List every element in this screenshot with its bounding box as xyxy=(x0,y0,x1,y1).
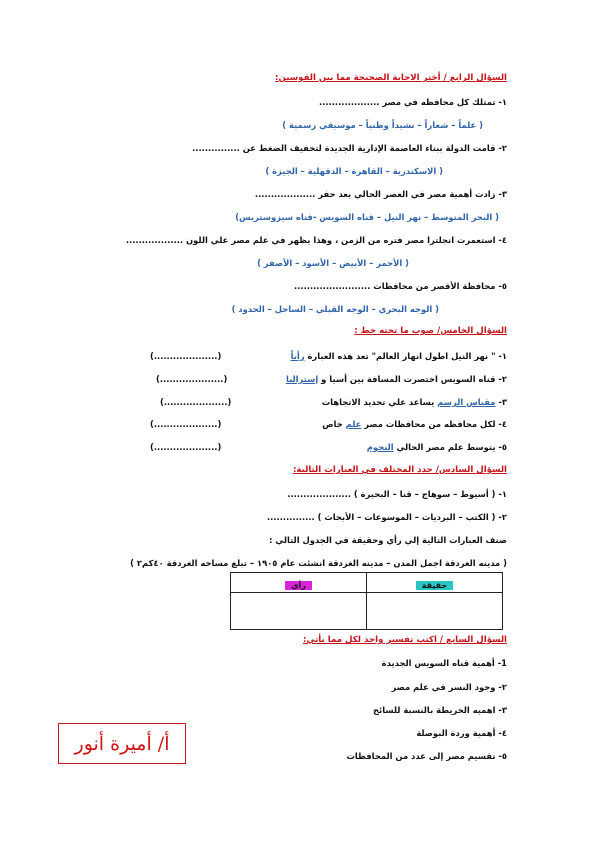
q7-item-1: 1- أهمية قناه السويس الجديدة xyxy=(381,658,507,668)
q7-item-3: ٣- اهميه الخريطة بالنسبة للسائح xyxy=(373,705,507,715)
q5-item-2: ٢- قناه السويس اختصرت المسافة بين أسيا و إستراليا xyxy=(285,374,507,384)
q6-heading: السؤال السادس/ حدد المختلف في العبارات التالية: xyxy=(292,465,507,475)
q5-answer-5: (....................) xyxy=(150,442,222,452)
q5-underlined-5: النجوم xyxy=(366,442,394,452)
fact-column-header: حقيقة xyxy=(367,573,503,593)
fact-answer-cell[interactable] xyxy=(367,593,503,630)
q5-answer-2: (....................) xyxy=(156,374,228,384)
q4-choices-3: ( البحر المتوسط – نهر النيل – قناه السويس -قناه سيزوستريس) xyxy=(235,212,499,222)
q5-item-3: ٣- مقياس الرسم يساعد علي تحديد الاتجاهات xyxy=(321,397,507,407)
q4-item-1: ١- تمتلك كل محافظه في مصر ................... xyxy=(319,97,507,107)
q7-item-4: ٤- أهمية وردة البوصلة xyxy=(416,728,507,738)
q5-answer-1: (....................) xyxy=(150,351,222,361)
q6-item-2: ٢- ( الكتب – البرديات – الموسوعات – الأبحاث ) ............... xyxy=(266,512,507,522)
q4-heading: السؤال الرابع / أختر الاجابة الصحيحة مما بين القوسين: xyxy=(275,73,507,83)
q5-item-5: ٥- يتوسط علم مصر الحالي النجوم xyxy=(366,442,507,452)
q4-item-4: ٤- استعمرت انجلترا مصر فتره من الزمن ، وهذا يظهر في علم مصر علي اللون .................. xyxy=(125,235,507,245)
q4-item-3: ٣- زادت أهمية مصر في العصر الحالي بعد حفر ................... xyxy=(254,189,507,199)
q7-item-5: ٥- تقسيم مصر إلى عدد من المحافظات xyxy=(346,751,507,761)
q4-choices-4: ( الأحمر – الأبيض – الأسود – الأصفر ) xyxy=(257,258,409,268)
fact-opinion-table xyxy=(230,572,503,630)
q4-item-5: ٥- محافظة الأقصر من محافظات ........................ xyxy=(294,281,507,291)
q5-underlined-1: رأياً xyxy=(290,351,305,361)
q4-choices-5: ( الوجه البحري – الوجه القبلي – الساحل – الحدود ) xyxy=(231,304,439,314)
q5-underlined-4: علم xyxy=(345,419,362,429)
q4-item-2: ٢- قامت الدولة ببناء العاصمة الإدارية الجديدة لتخفيف الضغط عن ............... xyxy=(192,143,507,153)
q5-answer-3: (....................) xyxy=(160,397,232,407)
q7-item-2: ٢- وجود النسر في علم مصر xyxy=(391,682,507,692)
q5-underlined-3: مقياس الرسم xyxy=(437,397,496,407)
q4-choices-1: ( علماً – شعاراً – نشيداً وطنياً – موسيقي رسمية ) xyxy=(282,120,483,130)
q5-answer-4: (....................) xyxy=(150,419,222,429)
teacher-name-stamp: أ/ أميرة أنور xyxy=(58,723,186,764)
q7-heading: السؤال السابع / اكتب تفسير واحد لكل مما يأتي: xyxy=(302,635,507,645)
q5-item-4: ٤- لكل محافظه من محافظات مصر علم خاص xyxy=(322,419,507,429)
q5-underlined-2: إستراليا xyxy=(285,374,319,384)
q6-item-1: ١- ( أسيوط – سوهاج – قنا – البحيرة ) .................... xyxy=(287,489,507,499)
q5-heading: السؤال الخامس/ صوب ما تحته خط : xyxy=(354,326,507,336)
opinion-column-header: رأي xyxy=(231,573,367,593)
q5-item-1: ١- " نهر النيل اطول انهار العالم" تعد هذه العبارة رأياً xyxy=(290,351,507,361)
classify-statement: ( مدينه الغردقة اجمل المدن – مدينه الغردقة انشئت عام ١٩٠٥ – تبلغ مساحه الغردقة ٤٠كم٢ ) xyxy=(130,558,507,568)
classify-heading: صنف العبارات التالية إلي رأي وحقيقة في الجدول التالي : xyxy=(269,535,507,545)
opinion-answer-cell[interactable] xyxy=(231,593,367,630)
q4-choices-2: ( الاسكندرية – القاهرة – الدقهلية – الجيزة ) xyxy=(265,166,443,176)
